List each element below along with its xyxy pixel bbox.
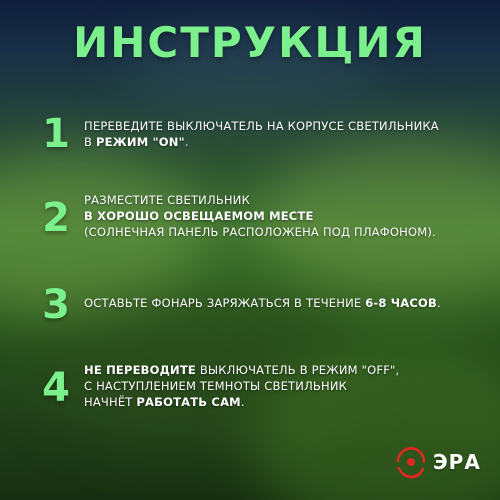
step-text-line: (СОЛНЕЧНАЯ ПАНЕЛЬ РАСПОЛОЖЕНА ПОД ПЛАФОНОМ).: [84, 225, 436, 239]
step-text-highlight: 6-8 ЧАСОВ: [365, 296, 437, 310]
logo-text: ЭРА: [433, 450, 481, 474]
step-text-segment: ВЫКЛЮЧАТЕЛЬ В РЕЖИМ "OFF",: [195, 363, 400, 377]
step-text: [84, 295, 484, 311]
step-text-highlight: РЕЖИМ "ON": [95, 135, 185, 149]
step-text-segment: .: [436, 296, 441, 310]
step-text-line: ПЕРЕВЕДИТЕ ВЫКЛЮЧАТЕЛЬ НА КОРПУСЕ СВЕТИЛЬНИКА: [84, 119, 439, 133]
step-number: 3: [42, 282, 70, 328]
step-text-highlight: РАБОТАТЬ САМ: [136, 395, 241, 409]
step-text-segment: ОСТАВЬТЕ ФОНАРЬ ЗАРЯЖАТЬСЯ В ТЕЧЕНИЕ: [84, 296, 366, 310]
step-number: 2: [42, 195, 70, 241]
step-text-highlight: В ХОРОШО ОСВЕЩАЕМОМ МЕСТЕ: [84, 209, 314, 223]
step-text-highlight: НЕ ПЕРЕВОДИТЕ: [84, 363, 196, 377]
step-number: 1: [42, 111, 70, 157]
step-text-line: РАЗМЕСТИТЕ СВЕТИЛЬНИК: [84, 193, 250, 207]
step-text: [84, 362, 484, 410]
step-number: 4: [42, 365, 70, 411]
step-text: [84, 118, 484, 150]
page-title: ИНСТРУКЦИЯ: [73, 18, 427, 67]
brand-logo: [393, 444, 493, 480]
step-text-segment: В: [84, 135, 96, 149]
step-text: [84, 192, 484, 240]
era-logo-icon: [393, 444, 429, 480]
step-text-segment: .: [184, 135, 189, 149]
step-text-line: С НАСТУПЛЕНИЕМ ТЕМНОТЫ СВЕТИЛЬНИК: [84, 379, 348, 393]
step-text-segment: .: [240, 395, 245, 409]
step-text-segment: НАЧНЁТ: [84, 395, 137, 409]
